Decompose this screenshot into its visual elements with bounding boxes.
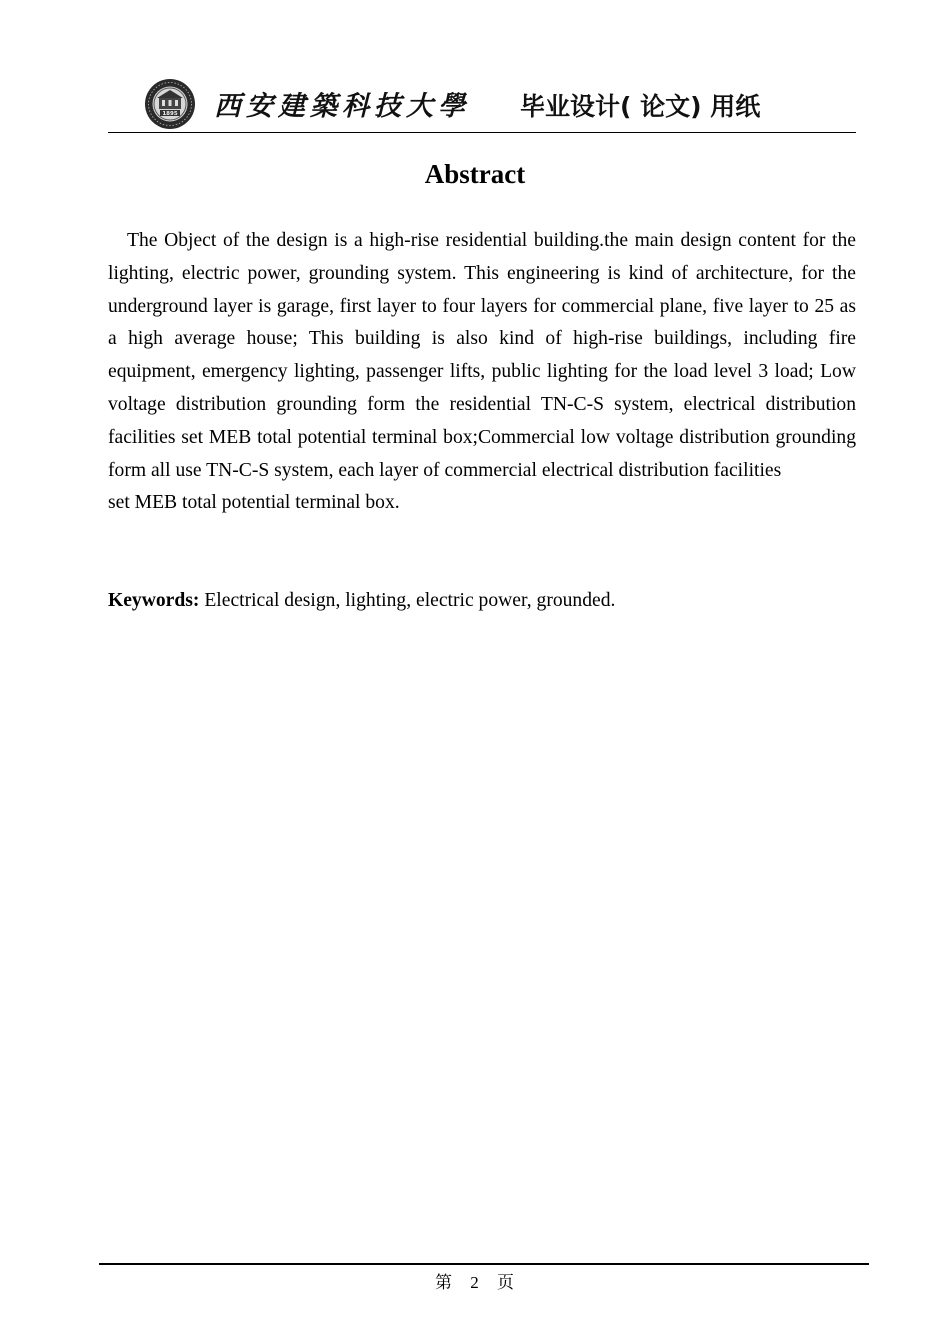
- seal-year: 1895: [162, 111, 178, 117]
- page-number: 第 2 页: [435, 1273, 515, 1292]
- university-seal-icon: [144, 78, 196, 130]
- paper-title: 毕业设计( 论文) 用纸: [520, 92, 761, 121]
- header-divider: [108, 132, 856, 133]
- abstract-body-tail: set MEB total potential terminal box.: [108, 492, 400, 514]
- keywords-text: Electrical design, lighting, electric power, grounded.: [199, 590, 616, 611]
- abstract-body-text: The Object of the design is a high-rise residential building.the main design content for the lighting, electric power, grounding system. This engineering is kind of architecture, for the underground layer is garage, first layer to four layers for commercial plane, five layer to 25 as a high average house; This building is also kind of high-rise buildings, including fire equipment, emergency lighting, passenger lifts, public lighting for the load level 3 load; Low voltage distribution grounding form the residential TN-C-S system, electrical distribution facilities set MEB total potential terminal box;Commercial low voltage distribution grounding form all use TN-C-S system, each layer of commercial electrical distribution facilities: [108, 230, 856, 481]
- abstract-paragraph: [108, 225, 856, 520]
- abstract-heading: Abstract: [424, 159, 526, 189]
- footer-divider: [99, 1263, 869, 1265]
- university-name: 西安建築科技大學: [214, 91, 470, 122]
- page-header: [108, 74, 856, 134]
- keywords-label: Keywords:: [108, 590, 200, 611]
- keywords-line: [108, 585, 856, 618]
